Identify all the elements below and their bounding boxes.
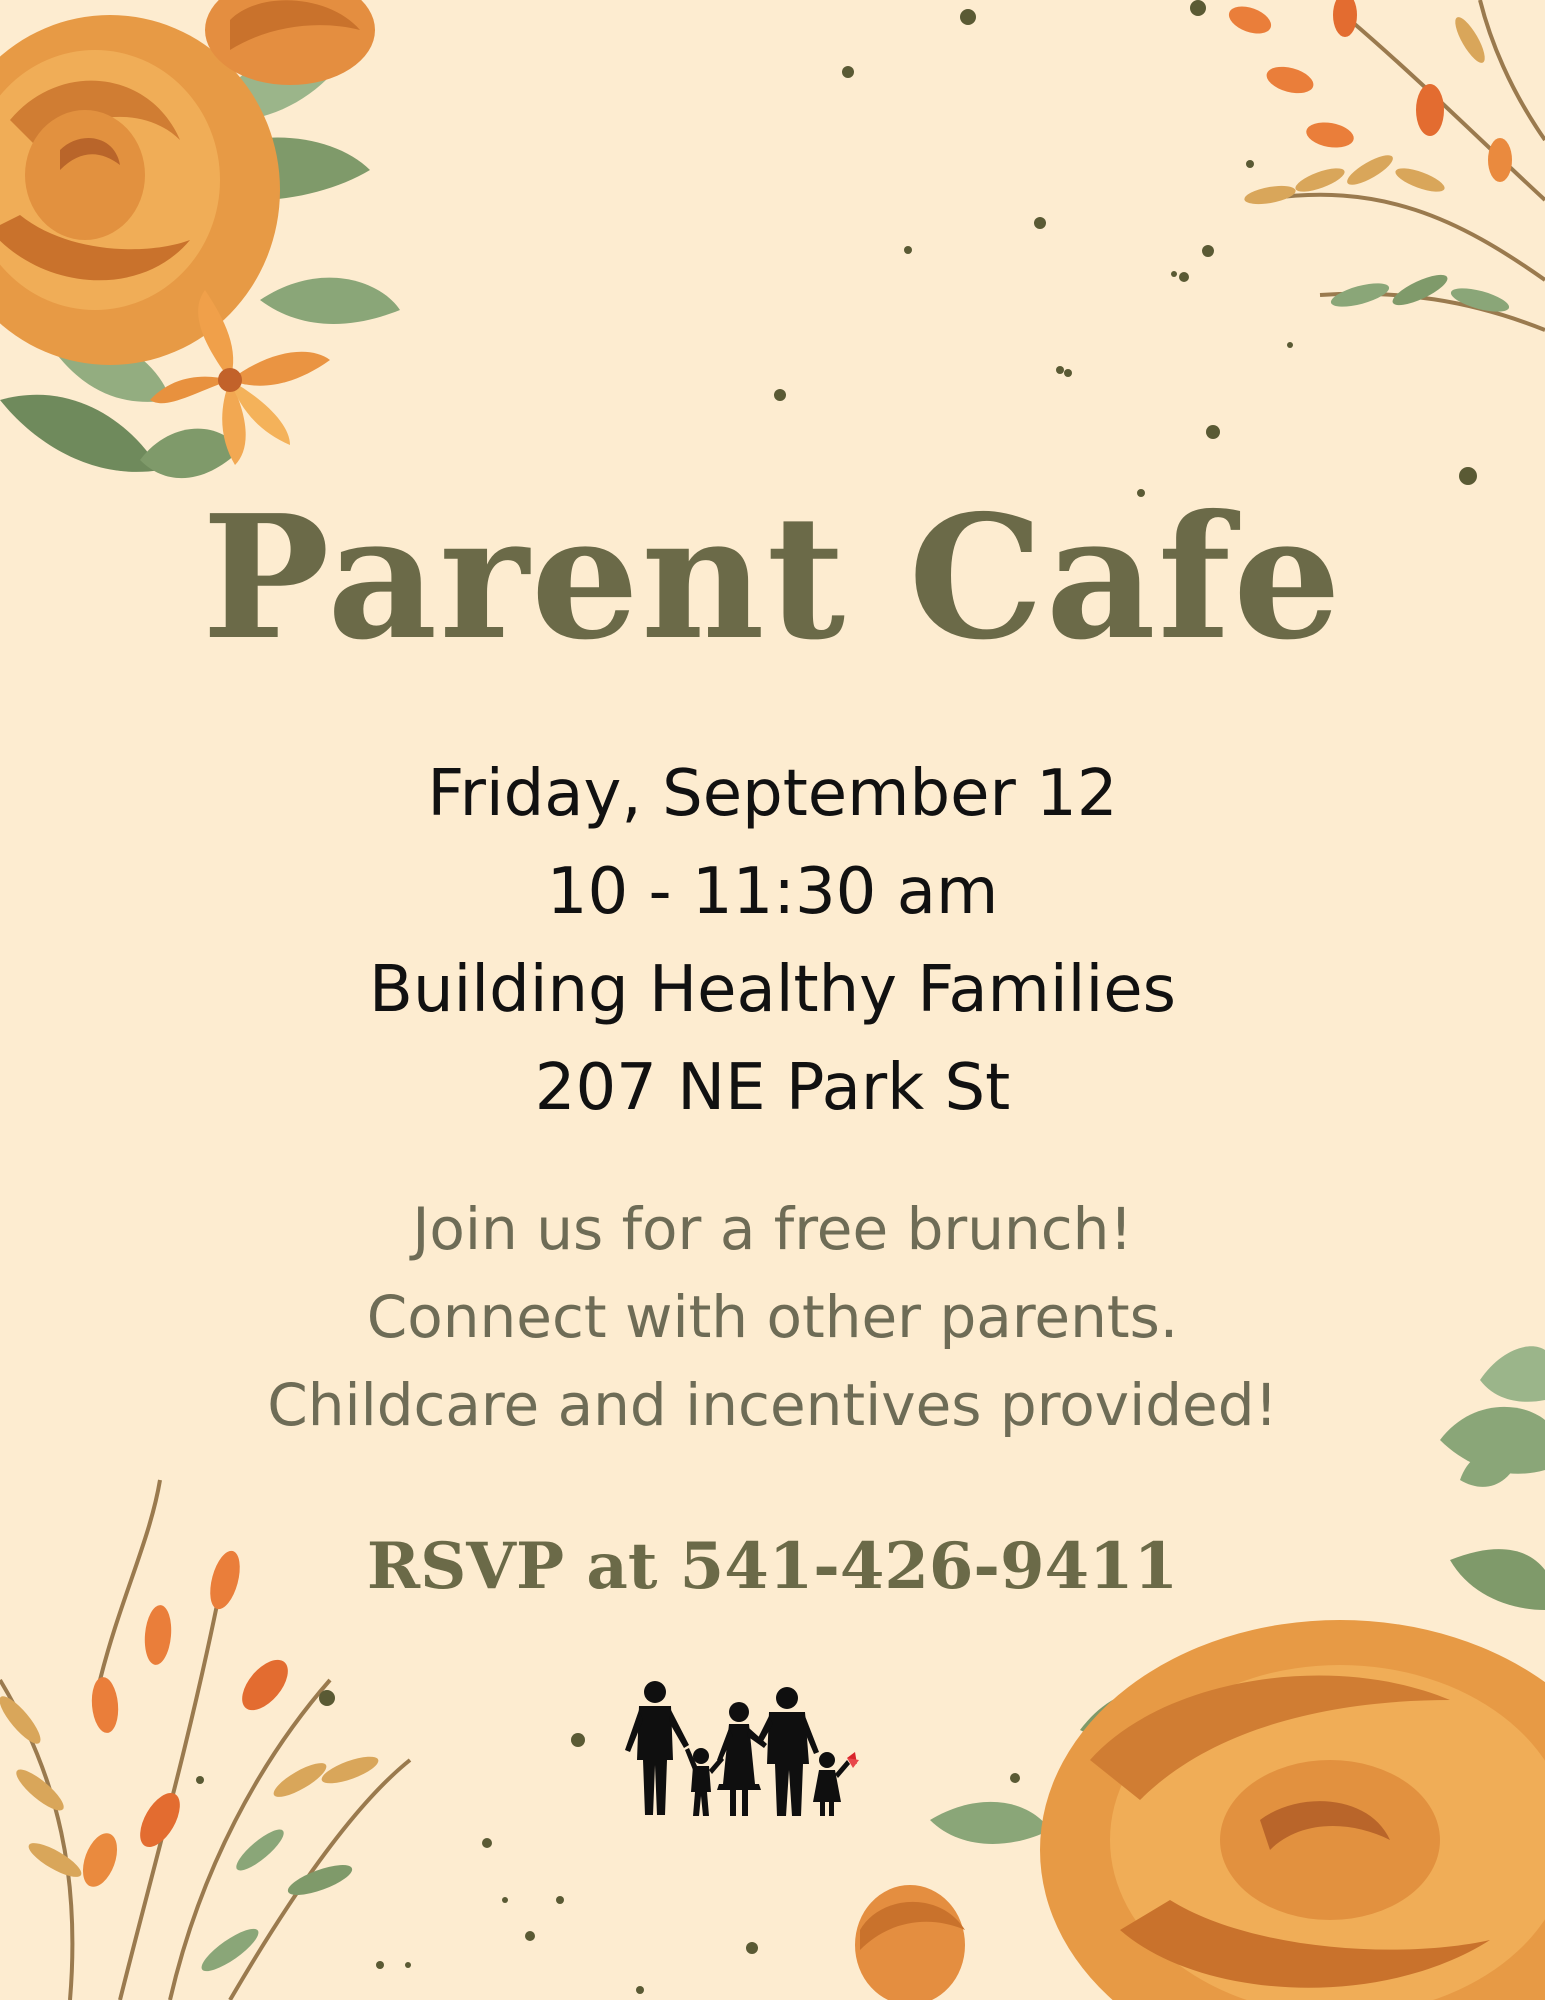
rose-icon-bottom xyxy=(1040,1620,1545,2000)
page-title: Parent Cafe xyxy=(201,478,1344,678)
rose-bud-bottom xyxy=(855,1885,965,2000)
bottom-left-leaves xyxy=(0,1691,381,1977)
rsvp-phone: RSVP at 541-426-9411 xyxy=(366,1529,1179,1604)
event-address: 207 NE Park St xyxy=(534,1051,1011,1125)
family-silhouette-icon xyxy=(625,1681,859,1816)
blurb-line-childcare: Childcare and incentives provided! xyxy=(267,1371,1278,1439)
event-time: 10 - 11:30 am xyxy=(546,855,999,929)
event-date: Friday, September 12 xyxy=(427,757,1118,831)
blurb-line-connect: Connect with other parents. xyxy=(366,1283,1179,1351)
event-venue: Building Healthy Families xyxy=(369,953,1176,1027)
event-blurb xyxy=(0,1185,1545,1449)
top-right-leaves xyxy=(1243,13,1511,316)
blurb-line-brunch: Join us for a free brunch! xyxy=(412,1195,1133,1263)
event-details xyxy=(0,745,1545,1137)
